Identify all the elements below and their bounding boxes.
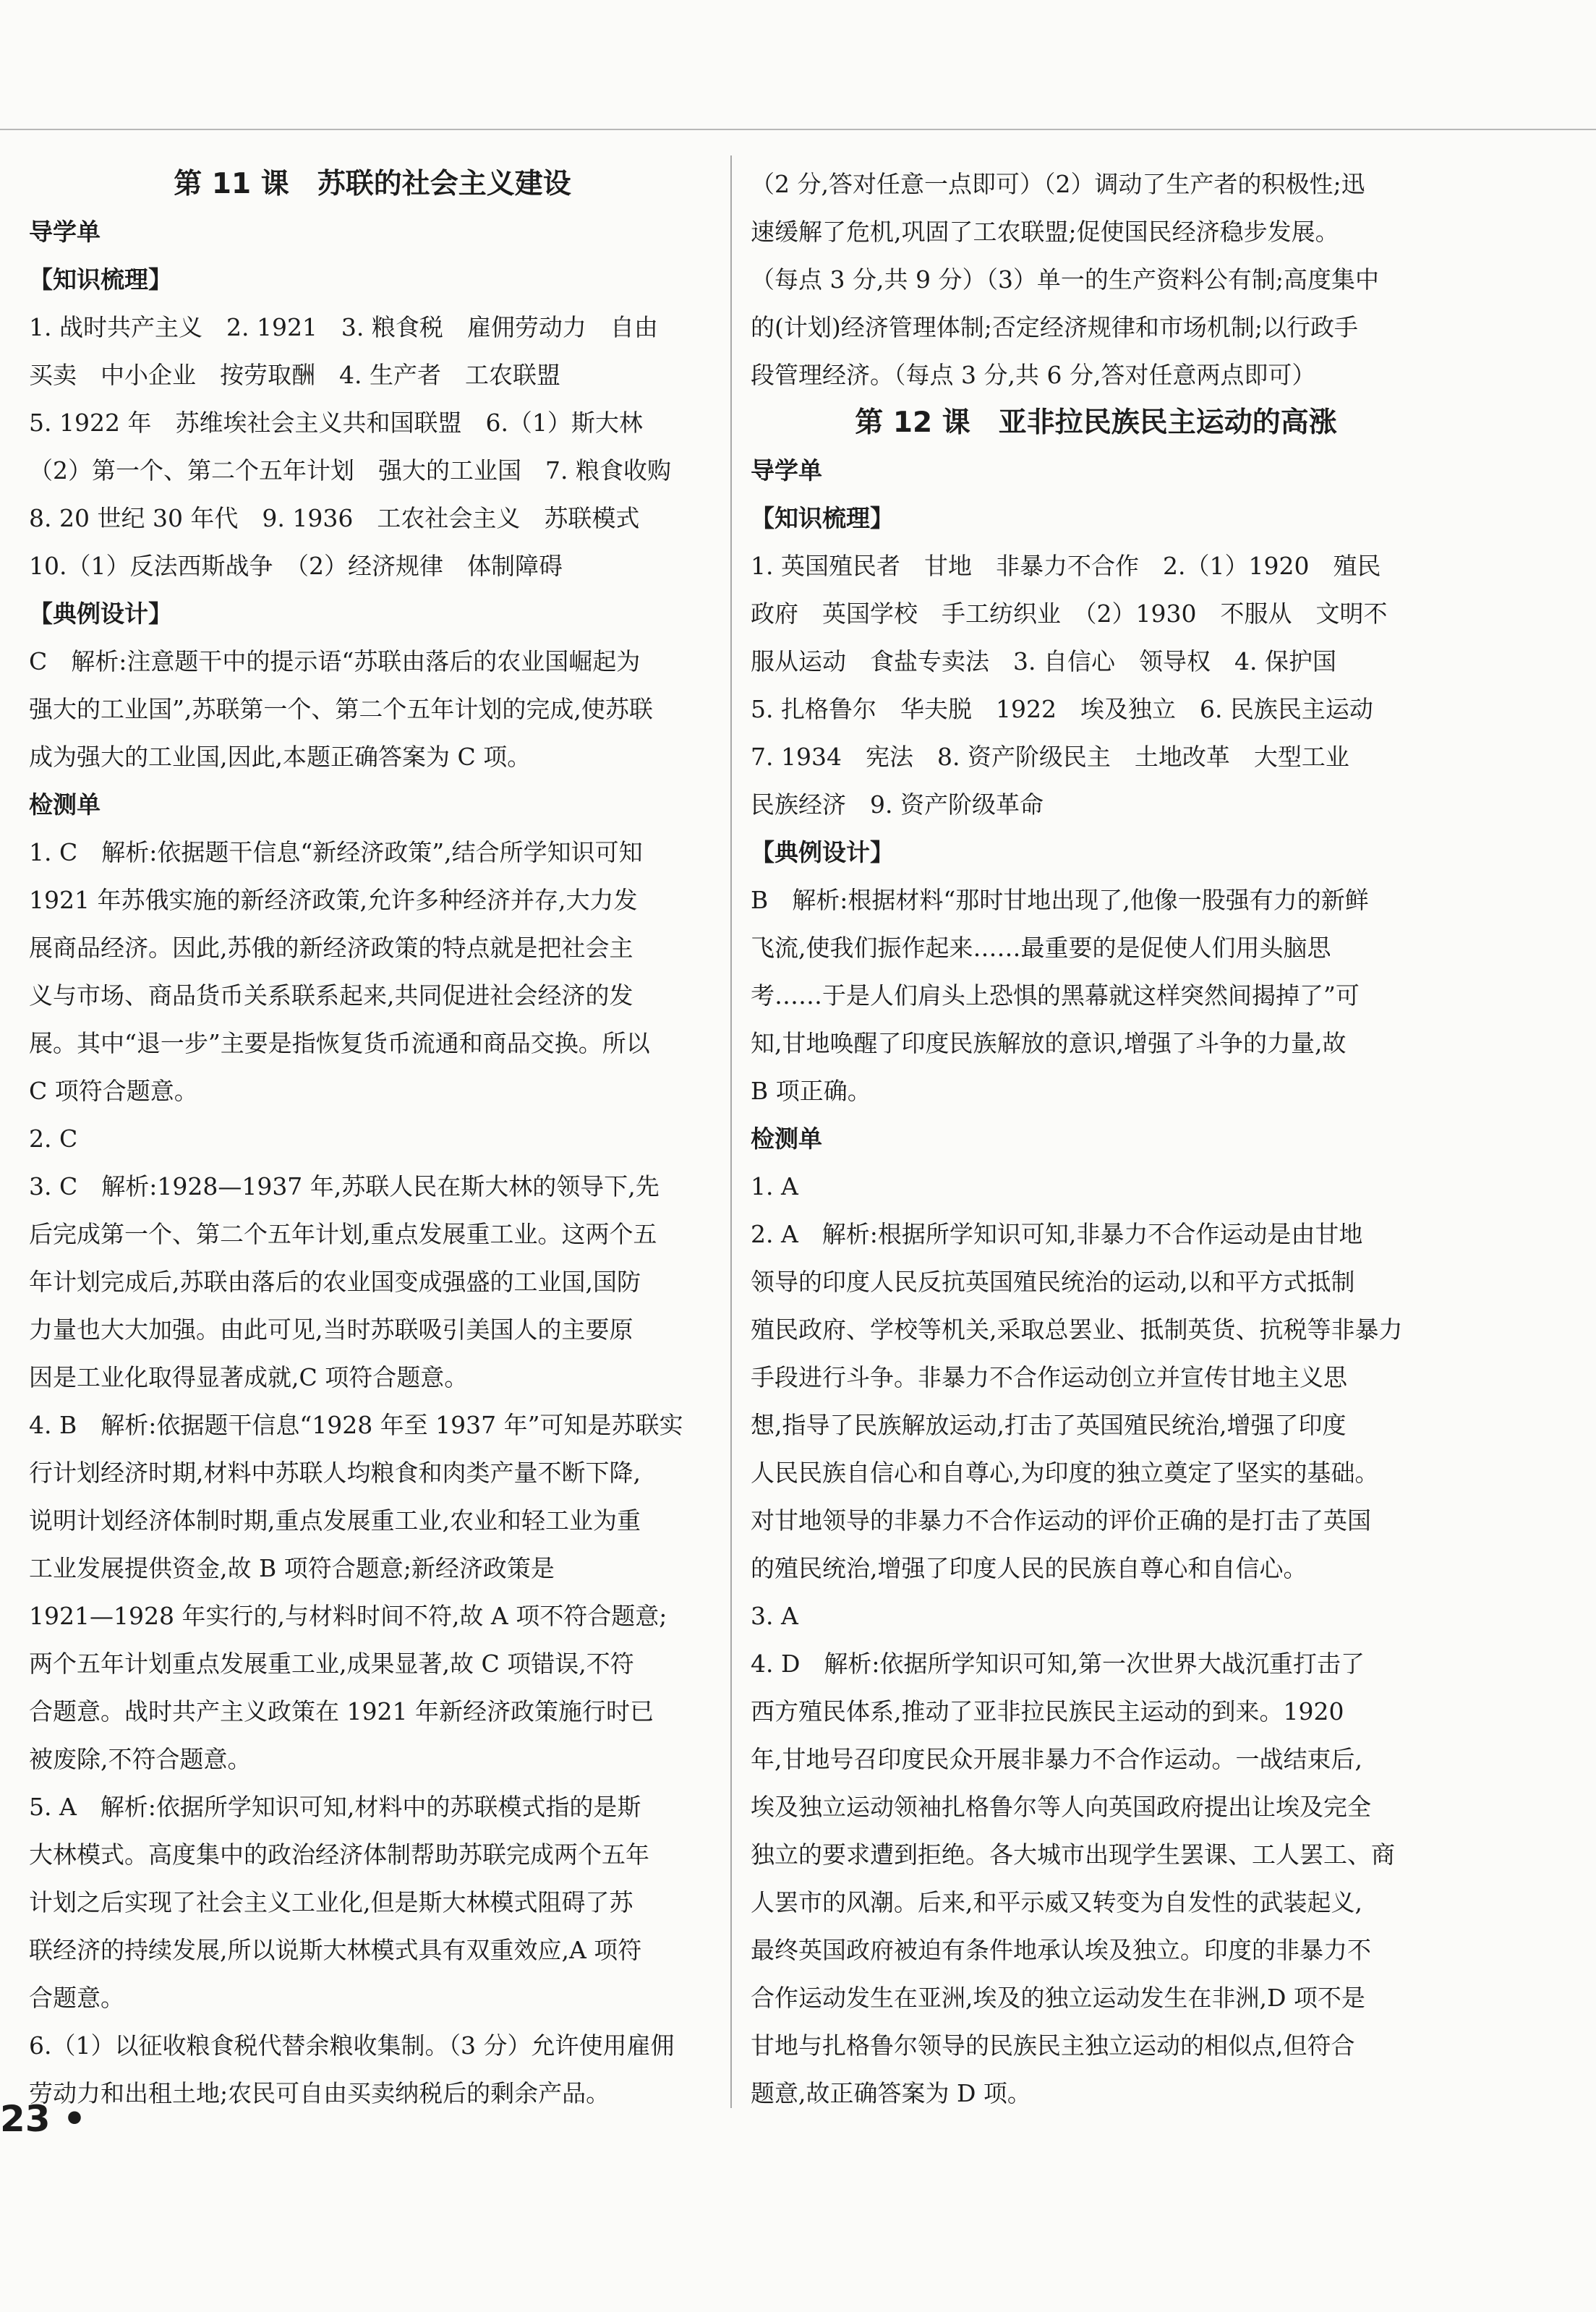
text-line: 4. D 解析:依据所学知识可知,第一次世界大战沉重打击了: [751, 1650, 1365, 1678]
guide-heading: 导学单: [751, 456, 822, 485]
text-line: 行计划经济时期,材料中苏联人均粮食和肉类产量不断下降,: [29, 1459, 641, 1487]
text-line: C 解析:注意题干中的提示语“苏联由落后的农业国崛起为: [29, 647, 641, 675]
knowledge-heading: 【知识梳理】: [751, 504, 894, 532]
text-line: 因是工业化取得显著成就,C 项符合题意。: [29, 1363, 469, 1391]
text-line: 领导的印度人民反抗英国殖民统治的运动,以和平方式抵制: [751, 1268, 1355, 1296]
knowledge-heading: 【知识梳理】: [29, 265, 172, 294]
text-line: 1. A: [751, 1172, 798, 1200]
text-line: 段管理经济。（每点 3 分,共 6 分,答对任意两点即可）: [751, 361, 1316, 389]
text-line: 知,甘地唤醒了印度民族解放的意识,增强了斗争的力量,故: [751, 1029, 1347, 1057]
text-line: （2 分,答对任意一点即可）（2）调动了生产者的积极性;迅: [751, 170, 1365, 198]
text-line: 殖民政府、学校等机关,采取总罢业、抵制英货、抗税等非暴力: [751, 1315, 1403, 1344]
text-line: 年计划完成后,苏联由落后的农业国变成强盛的工业国,国防: [29, 1268, 641, 1296]
text-line: 3. C 解析:1928—1937 年,苏联人民在斯大林的领导下,先: [29, 1172, 660, 1200]
text-line: 10.（1）反法西斯战争 （2）经济规律 体制障碍: [29, 552, 563, 580]
test-heading: 检测单: [29, 790, 101, 819]
knowledge-block: [29, 304, 716, 590]
test-block: [751, 1163, 1441, 2117]
text-line: 工业发展提供资金,故 B 项符合题意;新经济政策是: [29, 1554, 555, 1582]
text-line: 最终英国政府被迫有条件地承认埃及独立。印度的非暴力不: [751, 1936, 1371, 1964]
text-line: 6.（1）以征收粮食税代替余粮收集制。（3 分）允许使用雇佣: [29, 2031, 675, 2060]
text-line: 服从运动 食盐专卖法 3. 自信心 领导权 4. 保护国: [751, 647, 1336, 675]
top-rule: [0, 129, 1596, 130]
text-line: 题意,故正确答案为 D 项。: [751, 2079, 1031, 2107]
text-line: 人罢市的风潮。后来,和平示威又转变为自发性的武装起义,: [751, 1888, 1362, 1916]
text-line: （2）第一个、第二个五年计划 强大的工业国 7. 粮食收购: [29, 456, 671, 485]
text-line: 民族经济 9. 资产阶级革命: [751, 790, 1044, 819]
text-line: 5. A 解析:依据所学知识可知,材料中的苏联模式指的是斯: [29, 1793, 641, 1821]
text-line: 埃及独立运动领袖扎格鲁尔等人向英国政府提出让埃及完全: [751, 1793, 1371, 1821]
text-line: 说明计划经济体制时期,重点发展重工业,农业和轻工业为重: [29, 1506, 641, 1535]
right-column: [751, 161, 1441, 2117]
example-heading: 【典例设计】: [751, 838, 894, 866]
text-line: 年,甘地号召印度民众开展非暴力不合作运动。一战结束后,: [751, 1745, 1362, 1773]
text-line: 2. C: [29, 1125, 78, 1153]
text-line: 想,指导了民族解放运动,打击了英国殖民统治,增强了印度: [751, 1411, 1347, 1439]
page-number: 23 •: [0, 2098, 86, 2140]
column-divider: [730, 155, 732, 2108]
lesson-12-title: 第 12 课 亚非拉民族民主运动的高涨: [855, 406, 1337, 439]
text-line: 人民民族自信心和自尊心,为印度的独立奠定了坚实的基础。: [751, 1459, 1379, 1487]
text-line: 政府 英国学校 手工纺织业 （2）1930 不服从 文明不: [751, 600, 1388, 628]
text-line: 大林模式。高度集中的政治经济体制帮助苏联完成两个五年: [29, 1840, 649, 1869]
text-line: 飞流,使我们振作起来……最重要的是促使人们用头脑思: [751, 934, 1331, 962]
text-line: 被废除,不符合题意。: [29, 1745, 252, 1773]
text-line: 展。其中“退一步”主要是指恢复货币流通和商品交换。所以: [29, 1029, 650, 1057]
text-line: 合题意。: [29, 1984, 124, 2012]
text-line: 手段进行斗争。非暴力不合作运动创立并宣传甘地主义思: [751, 1363, 1347, 1391]
text-line: 速缓解了危机,巩固了工农联盟;促使国民经济稳步发展。: [751, 218, 1339, 246]
text-line: 1. 英国殖民者 甘地 非暴力不合作 2.（1）1920 殖民: [751, 552, 1381, 580]
text-line: 两个五年计划重点发展重工业,成果显著,故 C 项错误,不符: [29, 1650, 634, 1678]
text-line: 独立的要求遭到拒绝。各大城市出现学生罢课、工人罢工、商: [751, 1840, 1395, 1869]
text-line: 7. 1934 宪法 8. 资产阶级民主 土地改革 大型工业: [751, 743, 1349, 771]
continued-answer-block: [751, 161, 1441, 399]
test-heading: 检测单: [751, 1125, 822, 1153]
text-line: 考……于是人们肩头上恐惧的黑幕就这样突然间揭掉了”可: [751, 981, 1360, 1010]
text-line: 合题意。战时共产主义政策在 1921 年新经济政策施行时已: [29, 1697, 654, 1726]
text-line: 1921 年苏俄实施的新经济政策,允许多种经济并存,大力发: [29, 886, 638, 914]
text-line: 计划之后实现了社会主义工业化,但是斯大林模式阻碍了苏: [29, 1888, 633, 1916]
text-line: 西方殖民体系,推动了亚非拉民族民主运动的到来。1920: [751, 1697, 1344, 1726]
text-line: 合作运动发生在亚洲,埃及的独立运动发生在非洲,D 项不是: [751, 1984, 1365, 2012]
text-line: 5. 1922 年 苏维埃社会主义共和国联盟 6.（1）斯大林: [29, 409, 643, 437]
text-line: C 项符合题意。: [29, 1077, 198, 1105]
text-line: B 解析:根据材料“那时甘地出现了,他像一股强有力的新鲜: [751, 886, 1369, 914]
text-line: 展商品经济。因此,苏俄的新经济政策的特点就是把社会主: [29, 934, 633, 962]
text-line: 后完成第一个、第二个五年计划,重点发展重工业。这两个五: [29, 1220, 657, 1248]
example-heading: 【典例设计】: [29, 600, 172, 628]
text-line: 8. 20 世纪 30 年代 9. 1936 工农社会主义 苏联模式: [29, 504, 640, 532]
text-line: 5. 扎格鲁尔 华夫脱 1922 埃及独立 6. 民族民主运动: [751, 695, 1373, 723]
text-line: B 项正确。: [751, 1077, 871, 1105]
left-column: [29, 161, 716, 2117]
text-line: 4. B 解析:依据题干信息“1928 年至 1937 年”可知是苏联实: [29, 1411, 683, 1439]
knowledge-block: [751, 542, 1441, 829]
text-line: 1. 战时共产主义 2. 1921 3. 粮食税 雇佣劳动力 自由: [29, 313, 658, 341]
text-line: 对甘地领导的非暴力不合作运动的评价正确的是打击了英国: [751, 1506, 1371, 1535]
text-line: （每点 3 分,共 9 分）（3）单一的生产资料公有制;高度集中: [751, 265, 1380, 294]
example-block: [751, 876, 1441, 1115]
text-line: 力量也大大加强。由此可见,当时苏联吸引美国人的主要原: [29, 1315, 633, 1344]
text-line: 3. A: [751, 1602, 798, 1630]
lesson-11-title: 第 11 课 苏联的社会主义建设: [174, 168, 571, 200]
text-line: 2. A 解析:根据所学知识可知,非暴力不合作运动是由甘地: [751, 1220, 1363, 1248]
text-line: 的殖民统治,增强了印度人民的民族自尊心和自信心。: [751, 1554, 1307, 1582]
text-line: 1921—1928 年实行的,与材料时间不符,故 A 项不符合题意;: [29, 1602, 667, 1630]
text-line: 的(计划)经济管理体制;否定经济规律和市场机制;以行政手: [751, 313, 1358, 341]
text-line: 义与市场、商品货币关系联系起来,共同促进社会经济的发: [29, 981, 633, 1010]
text-line: 强大的工业国”,苏联第一个、第二个五年计划的完成,使苏联: [29, 695, 653, 723]
guide-heading: 导学单: [29, 218, 101, 246]
test-block: [29, 829, 716, 2117]
text-line: 买卖 中小企业 按劳取酬 4. 生产者 工农联盟: [29, 361, 560, 389]
text-line: 成为强大的工业国,因此,本题正确答案为 C 项。: [29, 743, 532, 771]
text-line: 甘地与扎格鲁尔领导的民族民主独立运动的相似点,但符合: [751, 2031, 1355, 2060]
text-line: 1. C 解析:依据题干信息“新经济政策”,结合所学知识可知: [29, 838, 643, 866]
example-block: [29, 638, 716, 781]
text-line: 劳动力和出租土地;农民可自由买卖纳税后的剩余产品。: [29, 2079, 610, 2107]
text-line: 联经济的持续发展,所以说斯大林模式具有双重效应,A 项符: [29, 1936, 642, 1964]
